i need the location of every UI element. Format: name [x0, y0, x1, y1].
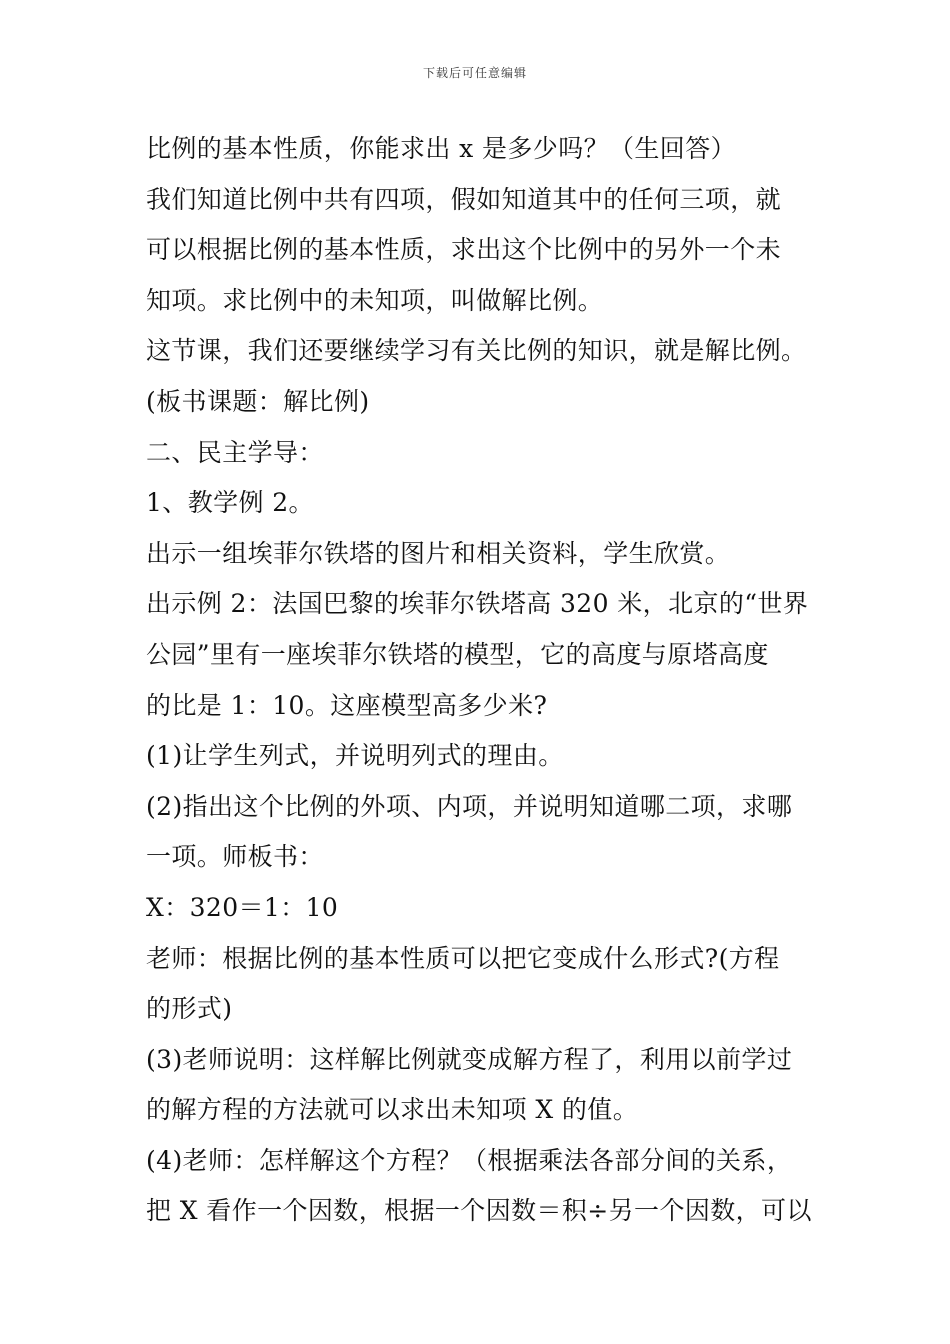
text-line: 老师：根据比例的基本性质可以把它变成什么形式?(方程 [146, 943, 780, 973]
text-line: 一项。师板书： [146, 842, 324, 872]
text-line: 我们知道比例中共有四项，假如知道其中的任何三项，就 [146, 184, 782, 214]
text-line: 可以根据比例的基本性质，求出这个比例中的另外一个未 [146, 235, 782, 265]
text-line: 的比是 1：10。这座模型高多少米? [146, 690, 548, 720]
text-line: (3)老师说明：这样解比例就变成解方程了，利用以前学过 [146, 1044, 793, 1074]
text-line: (2)指出这个比例的外项、内项，并说明知道哪二项，求哪 [146, 791, 793, 821]
page-header: 下载后可任意编辑 [422, 66, 527, 80]
text-line: (4)老师：怎样解这个方程？（根据乘法各部分间的关系， [146, 1145, 793, 1175]
section-heading: 二、民主学导： [146, 437, 324, 467]
document-body [146, 124, 811, 1237]
text-line: 的解方程的方法就可以求出未知项 X 的值。 [146, 1095, 639, 1125]
text-line: 比例的基本性质，你能求出 x 是多少吗？（生回答） [146, 134, 736, 163]
equation-line: X：320＝1：10 [146, 892, 339, 922]
text-line: 的形式) [146, 994, 233, 1024]
text-line: (1)让学生列式，并说明列式的理由。 [146, 741, 564, 771]
text-line: 出示一组埃菲尔铁塔的图片和相关资料，学生欣赏。 [146, 538, 731, 568]
text-line: 这节课，我们还要继续学习有关比例的知识，就是解比例。 [146, 336, 807, 366]
text-line: 公园”里有一座埃菲尔铁塔的模型，它的高度与原塔高度 [146, 639, 769, 669]
text-line: 知项。求比例中的未知项，叫做解比例。 [146, 285, 604, 315]
text-line: 出示例 2：法国巴黎的埃菲尔铁塔高 320 米，北京的“世界 [146, 589, 809, 619]
text-line: 把 X 看作一个因数，根据一个因数＝积÷另一个因数，可以 [146, 1196, 812, 1226]
subsection-heading: 1、教学例 2。 [146, 488, 314, 518]
text-line: (板书课题：解比例) [146, 386, 370, 416]
